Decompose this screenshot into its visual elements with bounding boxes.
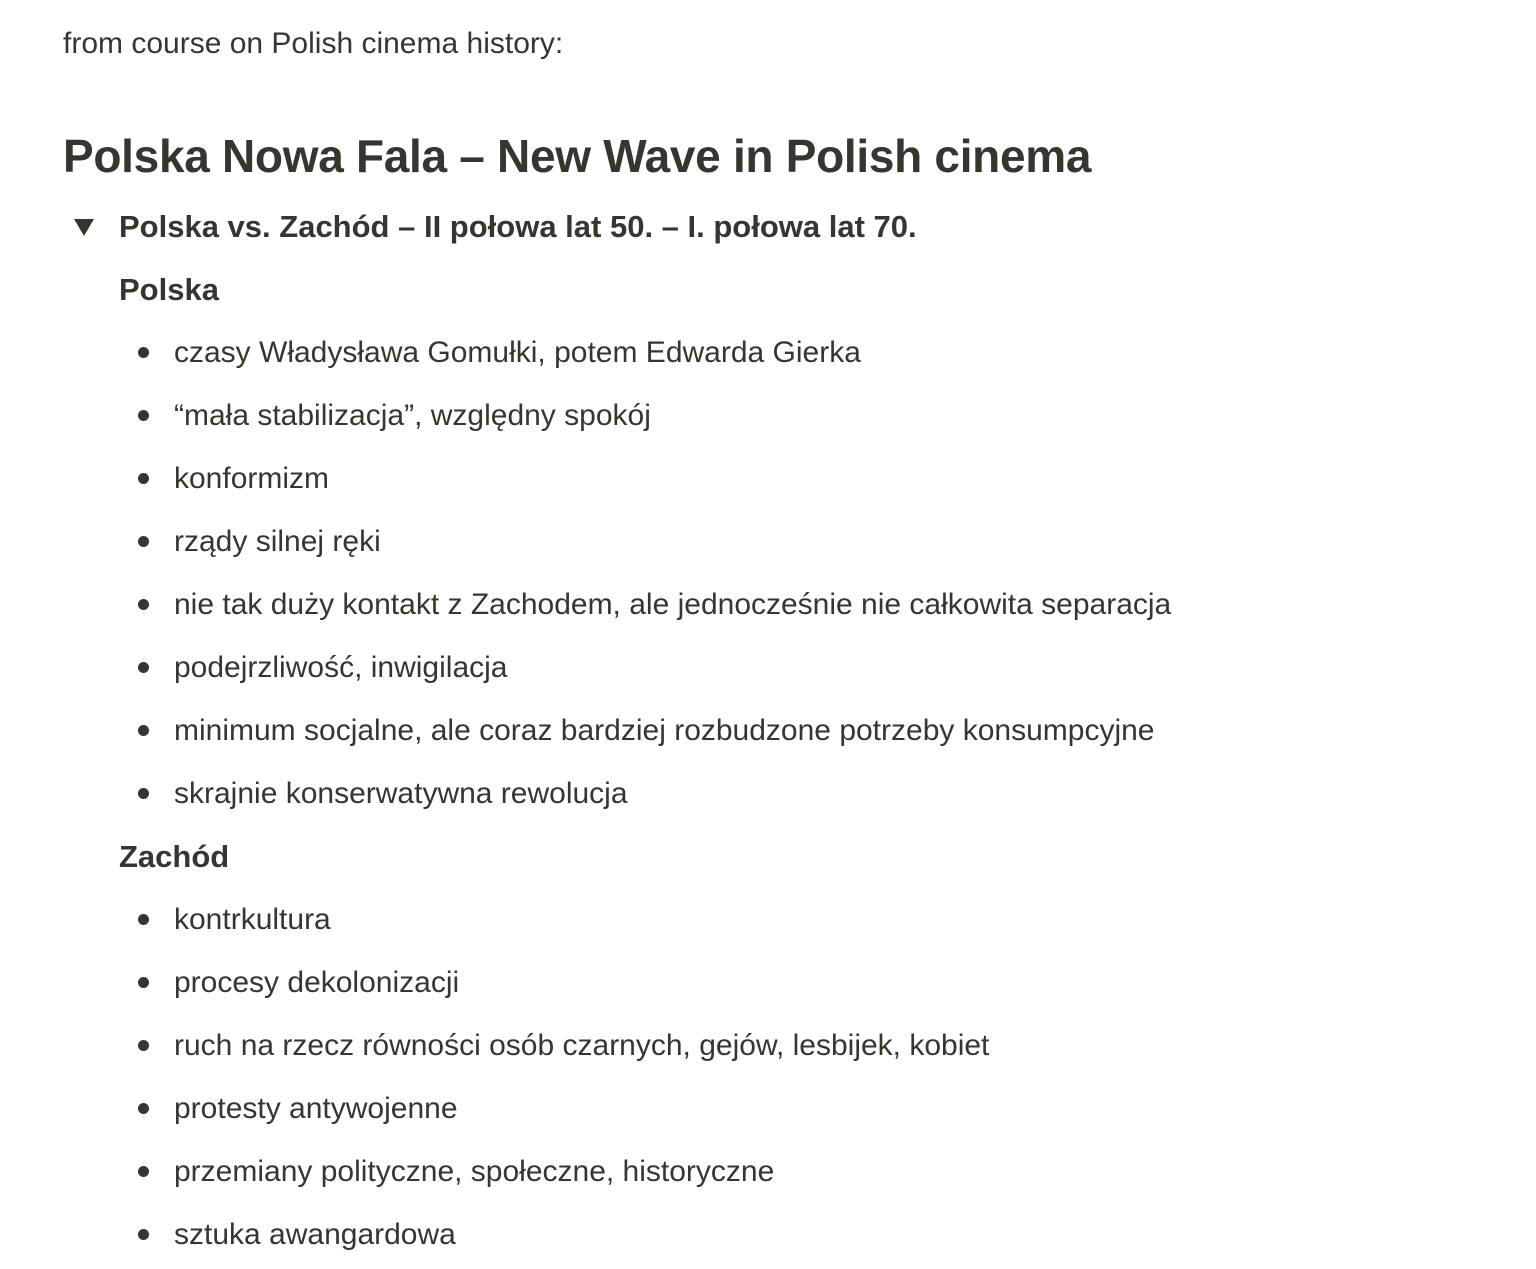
list-item-text: kontrkultura <box>174 903 331 936</box>
list-item-text: czasy Władysława Gomułki, potem Edwarda Gierka <box>174 336 861 369</box>
toggle-block <box>63 206 1463 1251</box>
list-item <box>119 899 1419 962</box>
bullet-icon <box>138 662 149 673</box>
list-item <box>119 458 1419 521</box>
bullet-icon <box>138 914 149 925</box>
list-item-text: nie tak duży kontakt z Zachodem, ale jednocześnie nie całkowita separacja <box>174 588 1172 621</box>
list-item-text: minimum socjalne, ale coraz bardziej rozbudzone potrzeby konsumpcyjne <box>174 714 1155 747</box>
list-item <box>119 1025 1419 1088</box>
triangle-down-icon[interactable] <box>71 214 97 240</box>
section-heading: Polska <box>119 272 219 307</box>
list-item <box>119 1214 1419 1269</box>
bullet-icon <box>138 536 149 547</box>
toggle-header[interactable] <box>63 206 1463 248</box>
bullet-icon <box>138 977 149 988</box>
bullet-icon <box>138 599 149 610</box>
bullet-icon <box>138 1229 149 1240</box>
list-item <box>119 1088 1419 1151</box>
list-item <box>119 773 1419 836</box>
section-polska <box>119 269 1419 836</box>
list-item <box>119 395 1419 458</box>
list-item-text: sztuka awangardowa <box>174 1218 456 1251</box>
list-item-text: podejrzliwość, inwigilacja <box>174 651 508 684</box>
list-item <box>119 521 1419 584</box>
bullet-icon <box>138 410 149 421</box>
intro-text: from course on Polish cinema history: <box>63 27 564 60</box>
list-item-text: konformizm <box>174 462 330 495</box>
list-item-text: “mała stabilizacja”, względny spokój <box>174 399 651 432</box>
bullet-list <box>119 332 1419 836</box>
list-item-text: przemiany polityczne, społeczne, historyczne <box>174 1155 775 1188</box>
bullet-icon <box>138 347 149 358</box>
bullet-icon <box>138 1103 149 1114</box>
toggle-content <box>119 269 1419 1269</box>
bullet-icon <box>138 788 149 799</box>
list-item <box>119 647 1419 710</box>
list-item <box>119 1151 1419 1214</box>
bullet-icon <box>138 725 149 736</box>
list-item-text: procesy dekolonizacji <box>174 966 460 999</box>
list-item <box>119 584 1419 647</box>
bullet-icon <box>138 473 149 484</box>
section-zachod <box>119 836 1419 1269</box>
section-heading: Zachód <box>119 839 230 874</box>
list-item-text: rządy silnej ręki <box>174 525 381 558</box>
list-item-text: protesty antywojenne <box>174 1092 458 1125</box>
bullet-icon <box>138 1166 149 1177</box>
bullet-list <box>119 899 1419 1269</box>
page-title: Polska Nowa Fala – New Wave in Polish cinema <box>63 130 1092 182</box>
list-item-text: skrajnie konserwatywna rewolucja <box>174 777 628 810</box>
list-item-text: ruch na rzecz równości osób czarnych, gejów, lesbijek, kobiet <box>174 1029 990 1062</box>
list-item <box>119 962 1419 1025</box>
bullet-icon <box>138 1040 149 1051</box>
list-item <box>119 332 1419 395</box>
list-item <box>119 710 1419 773</box>
toggle-label: Polska vs. Zachód – II połowa lat 50. – I. połowa lat 70. <box>119 209 917 244</box>
